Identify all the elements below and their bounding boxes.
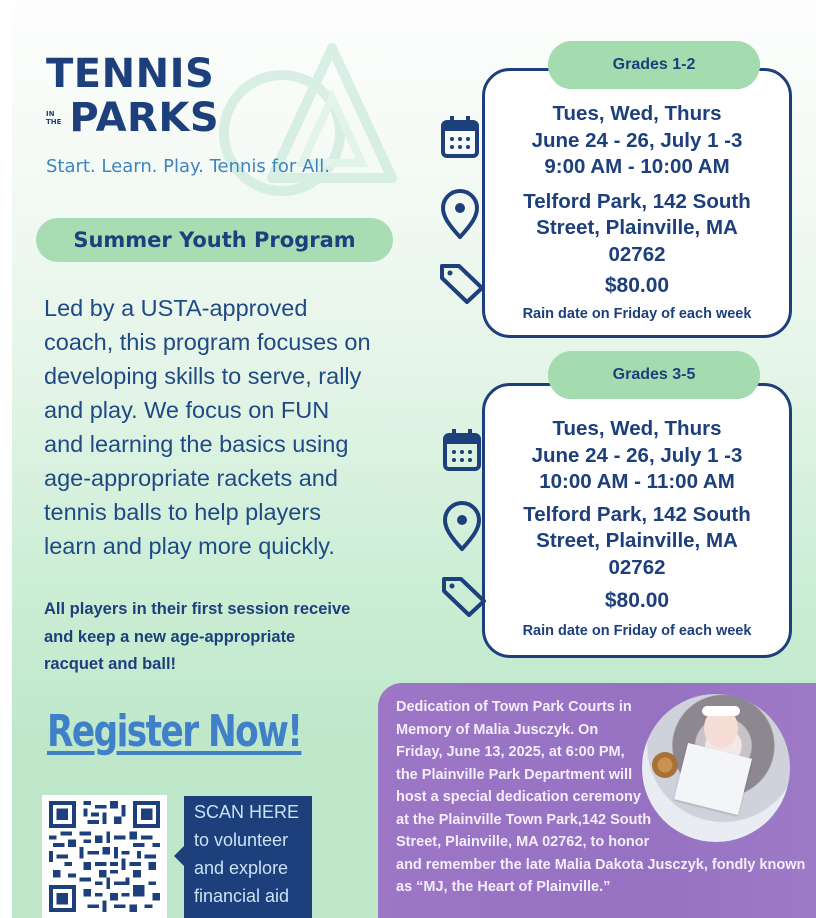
title-parks-row xyxy=(46,95,220,141)
qr-code-icon xyxy=(48,801,161,912)
session-price: $80.00 xyxy=(604,589,670,612)
scan-callout xyxy=(184,796,312,918)
session-rain-date: Rain date on Friday of each week xyxy=(522,623,752,639)
session-dates: June 24 - 26, July 1 -3 xyxy=(531,128,743,152)
description-line: tennis balls to help players xyxy=(44,499,321,525)
title-parks: PARKS xyxy=(69,95,220,141)
session-location-line: Street, Plainville, MA xyxy=(536,216,738,239)
scan-line: SCAN HERE xyxy=(194,802,300,822)
memorial-text: Dedication of Town Park Courts in Memory of Malia Jusczyk. On Friday, June 13, 2025, at 6:00 PM, the Plainville Park Department will host a special dedication ceremony at the Plainville Town Park,142 South Street, Plainville, MA 02762, to honor and remember the late Malia Dakota Jusczyk, fondly known as “MJ, the Heart of Plainville.” xyxy=(396,699,806,895)
grade-tab-1 xyxy=(548,41,760,89)
description-line: and play. We focus on FUN xyxy=(44,397,330,423)
price-tag-icon xyxy=(441,575,487,617)
grade-tab-2 xyxy=(548,351,760,399)
title-in-the xyxy=(46,110,61,126)
session-days: Tues, Wed, Thurs xyxy=(552,417,722,440)
session-location-line: Street, Plainville, MA xyxy=(536,529,738,552)
description-line: learn and play more quickly. xyxy=(44,533,335,559)
grade-label: Grades 3-5 xyxy=(612,366,696,383)
title-in: IN xyxy=(46,110,55,118)
calendar-icon xyxy=(440,115,480,159)
tennis-logo-mark-icon xyxy=(212,38,402,208)
register-now-link[interactable]: Register Now! xyxy=(47,706,302,757)
session-location-line: 02762 xyxy=(608,555,666,579)
map-pin-icon xyxy=(442,500,482,552)
perk-line: All players in their first session receive xyxy=(44,600,351,618)
program-description xyxy=(44,291,424,563)
memorial-dedication-box xyxy=(378,683,816,918)
title-the: THE xyxy=(46,118,62,126)
flyer-page xyxy=(12,0,816,918)
session-location-line: Telford Park, 142 South xyxy=(523,189,751,213)
session-price: $80.00 xyxy=(604,274,670,297)
description-line: Led by a USTA-approved xyxy=(44,295,308,321)
session-time: 10:00 AM - 11:00 AM xyxy=(539,470,735,493)
session-rain-date: Rain date on Friday of each week xyxy=(522,306,752,322)
title-tennis: TENNIS xyxy=(46,51,215,97)
session-time: 9:00 AM - 10:00 AM xyxy=(544,155,730,178)
calendar-icon xyxy=(442,428,482,472)
price-tag-icon xyxy=(439,262,485,304)
perk-line: racquet and ball! xyxy=(44,655,177,673)
scan-line: to volunteer xyxy=(194,830,289,850)
map-pin-icon xyxy=(440,188,480,240)
session-dates: June 24 - 26, July 1 -3 xyxy=(531,443,743,467)
memorial-photo xyxy=(642,694,790,842)
session-days: Tues, Wed, Thurs xyxy=(552,102,722,125)
tagline: Start. Learn. Play. Tennis for All. xyxy=(46,156,331,177)
description-line: developing skills to serve, rally xyxy=(44,363,362,389)
program-label-pill: Summer Youth Program xyxy=(36,218,393,262)
description-line: coach, this program focuses on xyxy=(44,329,371,355)
scan-line: and explore xyxy=(194,858,289,878)
session-location-line: Telford Park, 142 South xyxy=(523,502,751,526)
description-line: age-appropriate rackets and xyxy=(44,465,338,491)
scan-line: financial aid xyxy=(194,886,290,906)
qr-code[interactable] xyxy=(42,795,167,918)
description-line: and learning the basics using xyxy=(44,431,349,457)
session-card-2 xyxy=(482,383,792,658)
session-card-1 xyxy=(482,68,792,338)
grade-label: Grades 1-2 xyxy=(612,56,696,73)
perk-line: and keep a new age-appropriate xyxy=(44,627,296,646)
session-location-line: 02762 xyxy=(608,242,666,266)
first-session-perk xyxy=(44,596,424,679)
